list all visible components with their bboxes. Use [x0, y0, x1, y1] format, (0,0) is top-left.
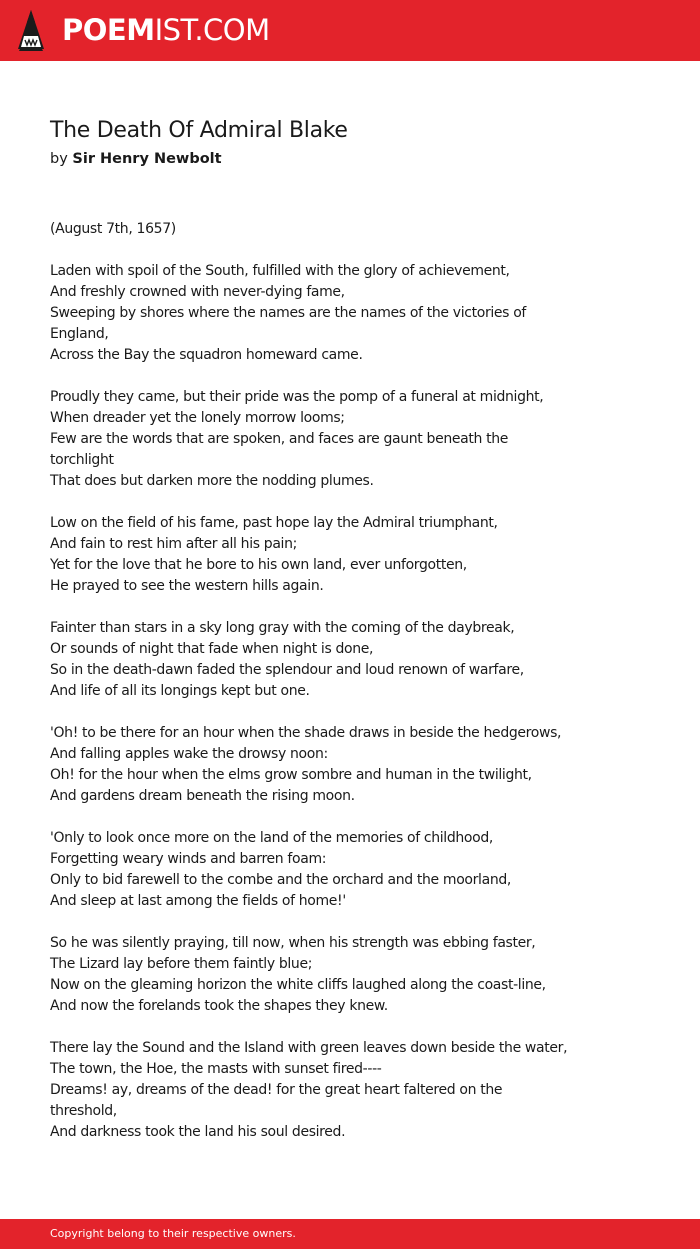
poem-line: Across the Bay the squadron homeward came.: [50, 347, 363, 363]
poem-stanza: [50, 618, 640, 702]
poem-stanza: [50, 387, 640, 492]
poem-line: Low on the field of his fame, past hope lay the Admiral triumphant,: [50, 515, 498, 531]
site-footer: [0, 1219, 700, 1249]
poem-line: He prayed to see the western hills again.: [50, 578, 324, 594]
poem-line: England,: [50, 326, 109, 342]
poem-line: And darkness took the land his soul desired.: [50, 1124, 346, 1140]
poem-line: Now on the gleaming horizon the white cliffs laughed along the coast-line,: [50, 977, 546, 993]
poem-line: threshold,: [50, 1103, 117, 1119]
byline: [50, 149, 222, 169]
poem-line: 'Only to look once more on the land of the memories of childhood,: [50, 830, 493, 846]
poem-line: And freshly crowned with never-dying fame,: [50, 284, 345, 300]
poem-line: Few are the words that are spoken, and faces are gaunt beneath the: [50, 431, 509, 447]
brand-light: IST.COM: [154, 13, 270, 47]
poem-line: Oh! for the hour when the elms grow sombre and human in the twilight,: [50, 767, 532, 783]
poem-line: torchlight: [50, 452, 114, 468]
brand-bold: POEM: [62, 13, 155, 47]
poem-line: (August 7th, 1657): [50, 221, 176, 237]
poem-line: There lay the Sound and the Island with green leaves down beside the water,: [50, 1040, 568, 1056]
poem-line: Laden with spoil of the South, fulfilled with the glory of achievement,: [50, 263, 510, 279]
poem-line: That does but darken more the nodding plumes.: [50, 473, 374, 489]
site-header: [0, 0, 700, 61]
poem-line: Only to bid farewell to the combe and the orchard and the moorland,: [50, 872, 511, 888]
by-prefix: by: [50, 151, 68, 167]
poem-line: And now the forelands took the shapes they knew.: [50, 998, 388, 1014]
poem-line: 'Oh! to be there for an hour when the shade draws in beside the hedgerows,: [50, 725, 562, 741]
poem-line: The town, the Hoe, the masts with sunset fired----: [50, 1061, 382, 1077]
poem-line: Forgetting weary winds and barren foam:: [50, 851, 327, 867]
poem-line: Or sounds of night that fade when night is done,: [50, 641, 374, 657]
poem-line: Yet for the love that he bore to his own land, ever unforgotten,: [50, 557, 467, 573]
poem-stanza: [50, 723, 640, 807]
poem-stanza: [50, 1038, 640, 1143]
poem-body: [50, 219, 640, 1164]
poem-line: So he was silently praying, till now, when his strength was ebbing faster,: [50, 935, 536, 951]
poem-title: The Death Of Admiral Blake: [50, 118, 348, 143]
poem-stanza: [50, 261, 640, 366]
poem-stanza: [50, 513, 640, 597]
poem-stanza: [50, 933, 640, 1017]
poem-line: Dreams! ay, dreams of the dead! for the great heart faltered on the: [50, 1082, 503, 1098]
poem-line: And sleep at last among the fields of home!': [50, 893, 346, 909]
poem-line: And falling apples wake the drowsy noon:: [50, 746, 328, 762]
poem-stanza: [50, 219, 640, 240]
poem-stanza: [50, 828, 640, 912]
poem-line: And gardens dream beneath the rising moon.: [50, 788, 355, 804]
poem-line: When dreader yet the lonely morrow looms;: [50, 410, 345, 426]
poem-line: The Lizard lay before them faintly blue;: [50, 956, 313, 972]
copyright-text: Copyright belong to their respective owners.: [50, 1227, 296, 1240]
poem-line: Fainter than stars in a sky long gray with the coming of the daybreak,: [50, 620, 515, 636]
poem-line: Proudly they came, but their pride was the pomp of a funeral at midnight,: [50, 389, 544, 405]
author-name[interactable]: Sir Henry Newbolt: [72, 151, 222, 167]
site-logo-text[interactable]: [62, 12, 270, 48]
poem-line: Sweeping by shores where the names are the names of the victories of: [50, 305, 526, 321]
pencil-tip-icon[interactable]: [16, 9, 46, 53]
poem-line: And life of all its longings kept but one.: [50, 683, 310, 699]
poem-line: So in the death-dawn faded the splendour and loud renown of warfare,: [50, 662, 524, 678]
poem-line: And fain to rest him after all his pain;: [50, 536, 297, 552]
